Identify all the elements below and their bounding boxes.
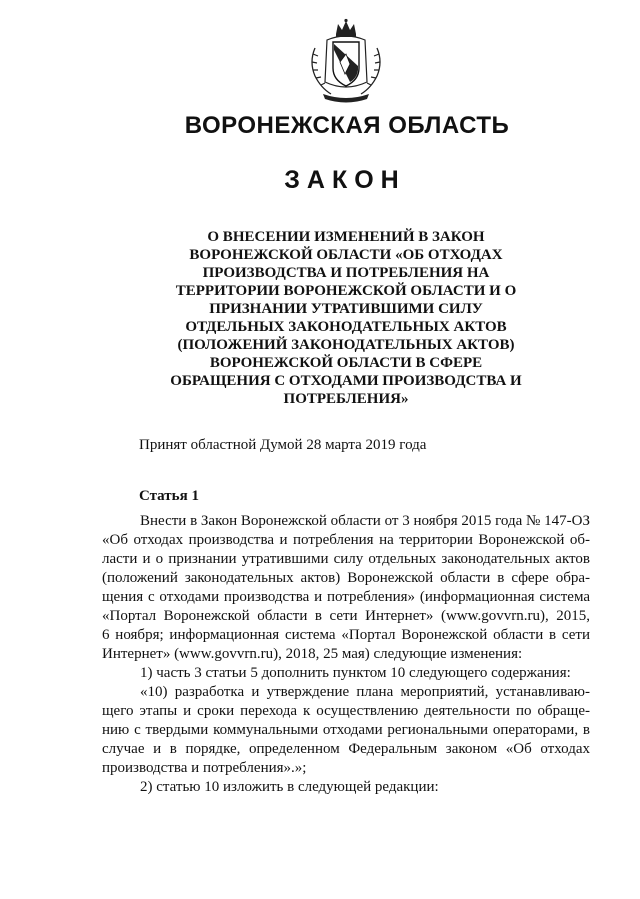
paragraph-line: «10) разработка и утверждение плана мероприятий, устанавливаю- bbox=[140, 684, 590, 700]
region-title: ВОРОНЕЖСКАЯ ОБЛАСТЬ bbox=[184, 112, 510, 139]
paragraph-line: Внести в Закон Воронежской области от 3 ноября 2015 года № 147-ОЗ bbox=[140, 513, 590, 529]
paragraph-line: (положений законодательных актов) Воронежской области в сфере обра- bbox=[102, 570, 590, 586]
list-item-1 bbox=[102, 664, 590, 683]
coat-of-arms-icon bbox=[305, 18, 387, 104]
paragraph-line: ласти и о признании утратившими силу отдельных законодательных актов bbox=[102, 551, 590, 567]
document-type: ЗАКОН bbox=[284, 166, 406, 194]
paragraph-line: 6 ноября; информационная система «Портал Воронежской области в сети bbox=[102, 627, 590, 643]
paragraph-line: нию с твердыми коммунальными отходами региональными операторами, в bbox=[102, 722, 590, 738]
law-title-line: О ВНЕСЕНИИ ИЗМЕНЕНИЙ В ЗАКОН bbox=[207, 229, 485, 245]
paragraph-line: щения с отходами производства и потребления» (информационная система bbox=[102, 589, 590, 605]
law-title-line: ПРИЗНАНИИ УТРАТИВШИМИ СИЛУ bbox=[209, 301, 483, 317]
article-heading: Статья 1 bbox=[139, 488, 199, 504]
paragraph-line: случае и в порядке, определенном Федеральным законом «Об отходах bbox=[102, 741, 590, 757]
quoted-amendment bbox=[102, 683, 590, 778]
law-title-line: (ПОЛОЖЕНИЙ ЗАКОНОДАТЕЛЬНЫХ АКТОВ) bbox=[177, 337, 515, 353]
law-title-line: ТЕРРИТОРИИ ВОРОНЕЖСКОЙ ОБЛАСТИ И О bbox=[175, 283, 517, 299]
paragraph-line: «Об отходах производства и потребления на территории Воронежской об- bbox=[102, 532, 590, 548]
adoption-note: Принят областной Думой 28 марта 2019 года bbox=[139, 437, 427, 453]
paragraph-line: Интернет» (www.govvrn.ru), 2018, 25 мая) следующие изменения: bbox=[102, 646, 523, 662]
list-item-2 bbox=[102, 778, 590, 797]
paragraph-line: 1) часть 3 статьи 5 дополнить пунктом 10 следующего содержания: bbox=[140, 665, 571, 681]
paragraph-line: «Портал Воронежской области в сети Интернет» (www.govvrn.ru), 2015, bbox=[102, 608, 590, 624]
law-title-line: ВОРОНЕЖСКОЙ ОБЛАСТИ В СФЕРЕ bbox=[209, 355, 483, 371]
paragraph-line: 2) статью 10 изложить в следующей редакции: bbox=[140, 779, 439, 795]
article-intro-paragraph bbox=[102, 512, 590, 664]
law-title-line: ПОТРЕБЛЕНИЯ» bbox=[283, 391, 409, 407]
law-title-line: ОТДЕЛЬНЫХ ЗАКОНОДАТЕЛЬНЫХ АКТОВ bbox=[185, 319, 507, 335]
law-title-line: ВОРОНЕЖСКОЙ ОБЛАСТИ «ОБ ОТХОДАХ bbox=[189, 247, 503, 263]
paragraph-line: щего этапы и сроки перехода к осуществлению деятельности по обраще- bbox=[102, 703, 590, 719]
law-title-line: ПРОИЗВОДСТВА И ПОТРЕБЛЕНИЯ НА bbox=[202, 265, 490, 281]
paragraph-line: производства и потребления».»; bbox=[102, 760, 307, 776]
law-title-line: ОБРАЩЕНИЯ С ОТХОДАМИ ПРОИЗВОДСТВА И bbox=[170, 373, 522, 389]
law-title bbox=[160, 228, 532, 408]
